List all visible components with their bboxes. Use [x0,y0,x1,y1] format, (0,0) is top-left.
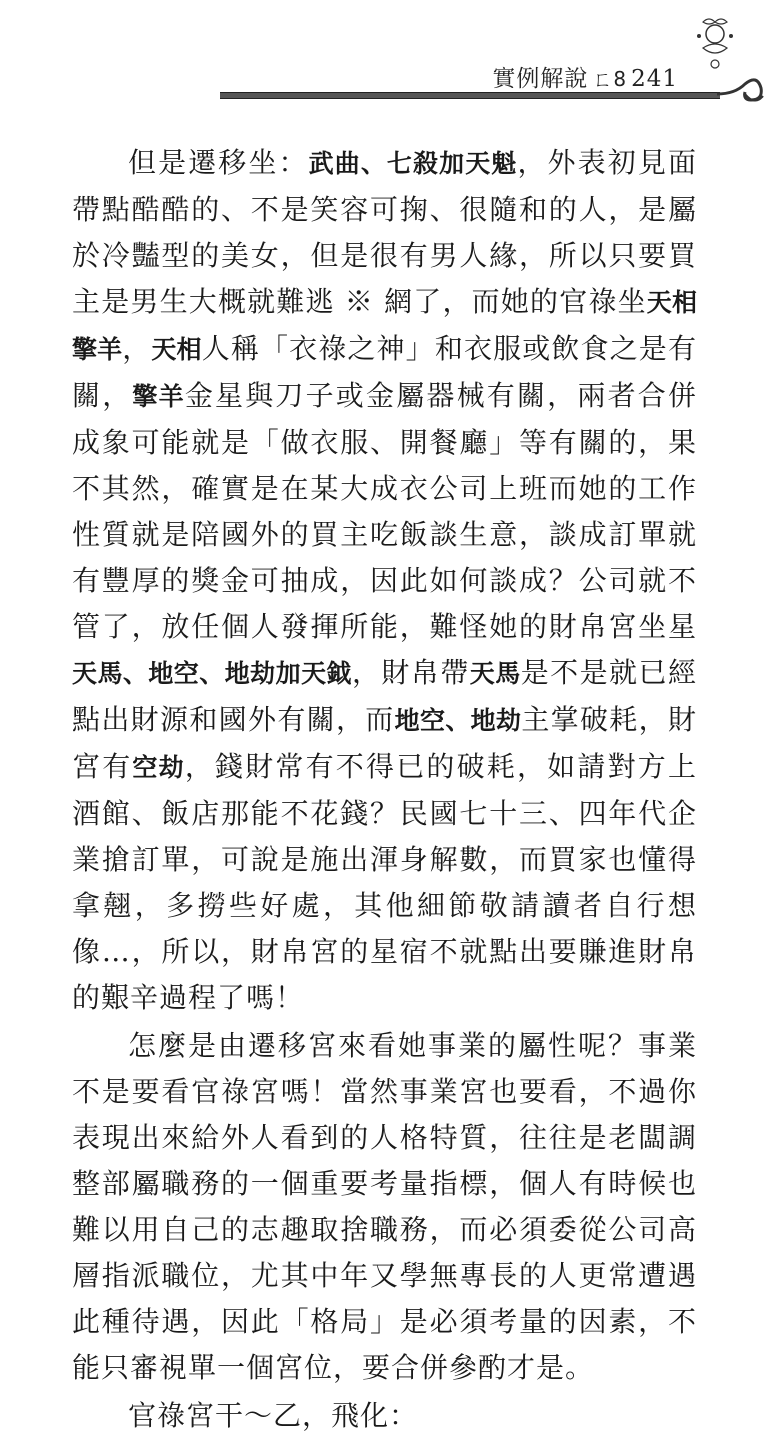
star-name: 空劫 [132,753,185,782]
floral-ornament-icon [685,14,745,78]
paragraph-1 [72,140,697,1021]
paragraph-3: 官祿宮干～乙，飛化： [128,1399,419,1432]
body-text [72,140,697,1439]
paragraph-2: 怎麼是由遷移宮來看她事業的屬性呢？事業不是要看官祿宮嗎！當然事業宮也要看，不過你表現出來給外人看到的人格特質，往往是老闆調整部屬職務的一個重要考量指標，個人有時候也難以用自己的志趣取捨職務，而必須委從公司高層指派職位，尤其中年又學無專長的人更常遭遇此種待遇，因此「格局」是必須考量的因素，不能只審視單一個宮位，要合併參酌才是。 [72,1029,697,1384]
text-segment: 金星與刀子或金屬器械有關，兩者合併成象可能就是「做衣服、開餐廳」等有關的，果不其然，確實是在某大成衣公司上班而她的工作性質就是陪國外的買主吃飯談生意，談成訂單就有豐厚的獎金可抽成，因此如何談成？公司就不管了，放任個人發揮所能，難怪她的財帛宮坐星 [72,379,697,643]
text-segment: 但是遷移坐： [128,146,309,179]
header-rule [220,92,720,99]
star-name: 天相擎羊 [72,288,697,364]
text-segment: 是不是就已經點出財源和國外有關，而 [72,656,697,736]
header-symbol: ㄈ8 [592,67,628,91]
star-name: 地空、地劫 [394,706,522,735]
text-segment: ，外表初見面帶點酷酷的、不是笑容可掬、很隨和的人，是屬於冷豔型的美女，但是很有男人緣，所以只要買主是男生大概就難逃 ※ 網了，而她的官祿坐 [72,146,697,318]
text-segment: ，錢財常有不得已的破耗，如請對方上酒館、飯店那能不花錢？民國七十三、四年代企業搶訂單，可說是施出渾身解數，而買家也懂得拿翹，多撈些好處，其他細節敬請讀者自行想像…，所以，財帛宮的星宿不就點出要賺進財帛的艱辛過程了嗎！ [72,750,697,1014]
text-segment: ，財帛帶 [351,656,470,689]
star-name: 擎羊 [132,382,185,411]
star-name: 武曲、七殺加天魁 [308,149,518,178]
star-name: 天馬 [469,659,521,688]
running-header [492,60,678,93]
text-segment: 人稱「衣祿之神」和衣服或飲食之是有關， [72,332,697,412]
page-number: 241 [631,66,678,92]
star-name: 天相 [151,335,202,364]
header-title: 實例解說 [492,66,589,92]
text-segment: ， [122,332,152,365]
star-name: 天馬、地空、地劫加天鉞 [72,659,352,688]
scroll-ornament-icon [715,70,765,114]
text-segment: 主掌破耗，財宮有 [72,703,697,783]
